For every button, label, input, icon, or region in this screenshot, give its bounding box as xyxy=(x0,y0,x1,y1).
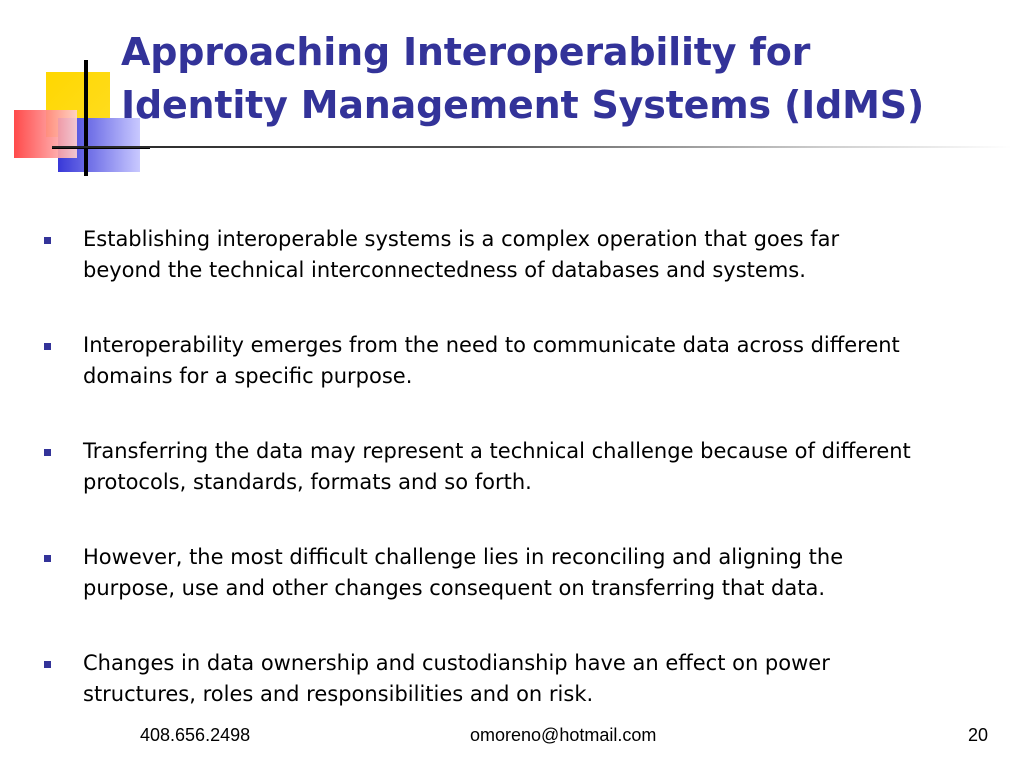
title-line: Approaching Interoperability for xyxy=(121,30,811,74)
square-bullet-icon xyxy=(44,555,51,562)
bullet-item xyxy=(40,436,990,498)
bullet-text-line: Changes in data ownership and custodianship have an effect on power xyxy=(83,651,830,675)
bullet-text-line: Interoperability emerges from the need to communicate data across different xyxy=(83,333,900,357)
square-bullet-icon xyxy=(44,449,51,456)
title-divider xyxy=(52,146,1012,148)
bullet-text-line: domains for a specific purpose. xyxy=(83,364,413,388)
bullet-text-line: However, the most difficult challenge lies in reconciling and aligning the xyxy=(83,545,844,569)
bullet-text-line: Establishing interoperable systems is a complex operation that goes far xyxy=(83,227,840,251)
square-bullet-icon xyxy=(44,343,51,350)
page-title xyxy=(121,26,1011,132)
slide-page-number: 20 xyxy=(968,725,989,745)
bullet-text-line: structures, roles and responsibilities and on risk. xyxy=(83,682,594,706)
footer-phone: 408.656.2498 xyxy=(140,725,251,745)
title-line: Identity Management Systems (IdMS) xyxy=(121,83,925,127)
bullet-text-line: protocols, standards, formats and so forth. xyxy=(83,470,532,494)
bullet-text-line: Transferring the data may represent a technical challenge because of different xyxy=(83,439,911,463)
bullet-text-line: purpose, use and other changes consequent on transferring that data. xyxy=(83,576,826,600)
footer-email: omoreno@hotmail.com xyxy=(470,725,657,745)
square-bullet-icon xyxy=(44,661,51,668)
square-bullet-icon xyxy=(44,237,51,244)
bullet-item xyxy=(40,330,990,392)
bullet-item xyxy=(40,648,990,710)
bullet-list xyxy=(40,224,990,754)
bullet-text-line: beyond the technical interconnectedness of databases and systems. xyxy=(83,258,806,282)
bullet-item xyxy=(40,542,990,604)
bullet-item xyxy=(40,224,990,286)
